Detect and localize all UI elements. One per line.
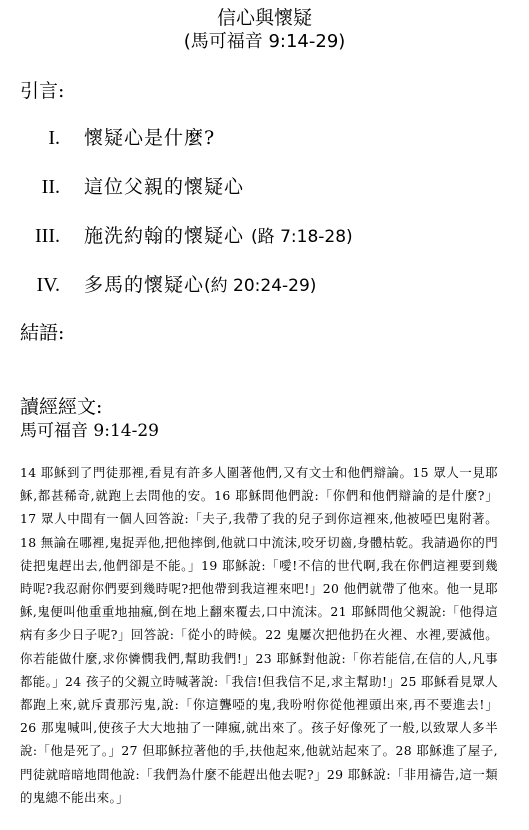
outline-item-2 — [0, 173, 529, 201]
conclusion-label: 結語: — [20, 322, 65, 344]
page-subtitle: (馬可福音 9:14-29) — [183, 31, 346, 52]
intro-label: 引言: — [20, 80, 65, 102]
outline-item-3 — [0, 222, 529, 250]
outline-number: IV. — [36, 274, 60, 296]
outline-text: 多馬的懷疑心(約 20:24-29) — [84, 274, 317, 296]
outline-text: 懷疑心是什麼? — [84, 127, 216, 149]
outline-text: 施洗約翰的懷疑心 (路 7:18-28) — [84, 225, 353, 247]
outline-item-1 — [0, 124, 529, 152]
outline-number: I. — [48, 127, 60, 149]
outline-number: II. — [41, 176, 60, 198]
scripture-text: 14 耶穌到了門徒那裡,看見有許多人圍著他們,又有文士和他們辯論。15 眾人一見耶穌,都甚稀奇,就跑上去問他的安。16 耶穌問他們說:「你們和他們辯論的是什麼?」17 眾人中間有一個人回答說:「夫子,我帶了我的兒子到你這裡來,他被啞巴鬼附著。18 無論在哪裡,鬼捉弄他,把他摔倒,他就口中流沫,咬牙切齒,身體枯乾。我請過你的門徒把鬼趕出去,他們卻是不能。」19 耶穌說:「噯!不信的世代啊,我在你們這裡要到幾時呢?我忍耐你們要到幾時呢?把他帶到我這裡來吧!」20 他們就帶了他來。他一見耶穌,鬼便叫他重重地抽瘋,倒在地上翻來覆去,口中流沫。21 耶穌問他父親說:「他得這病有多少日子呢?」回答說:「從小的時候。22 鬼屢次把他扔在火裡、水裡,要滅他。你若能做什麼,求你憐憫我們,幫助我們!」23 耶穌對他說:「你若能信,在信的人,凡事都能。」24 孩子的父親立時喊著說:「我信!但我信不足,求主幫助!」25 耶穌看見眾人都跑上來,就斥責那污鬼,說:「你這聾啞的鬼,我吩咐你從他裡頭出來,再不要進去!」26 那鬼喊叫,使孩子大大地抽了一陣瘋,就出來了。孩子好像死了一般,以致眾人多半說:「他是死了。」27 但耶穌拉著他的手,扶他起來,他就站起來了。28 耶穌進了屋子,門徒就暗暗地問他說:「我們為什麼不能趕出他去呢?」29 耶穌說:「非用禱告,這一類的鬼總不能出來。」 — [20, 465, 498, 805]
page-title: 信心與懷疑 — [216, 7, 312, 29]
outline-item-4 — [0, 271, 529, 299]
reading-reference: 馬可福音 9:14-29 — [20, 421, 159, 441]
outline-number: III. — [35, 225, 60, 247]
reading-title: 讀經經文: — [20, 396, 103, 418]
outline-text: 這位父親的懷疑心 — [84, 176, 245, 198]
